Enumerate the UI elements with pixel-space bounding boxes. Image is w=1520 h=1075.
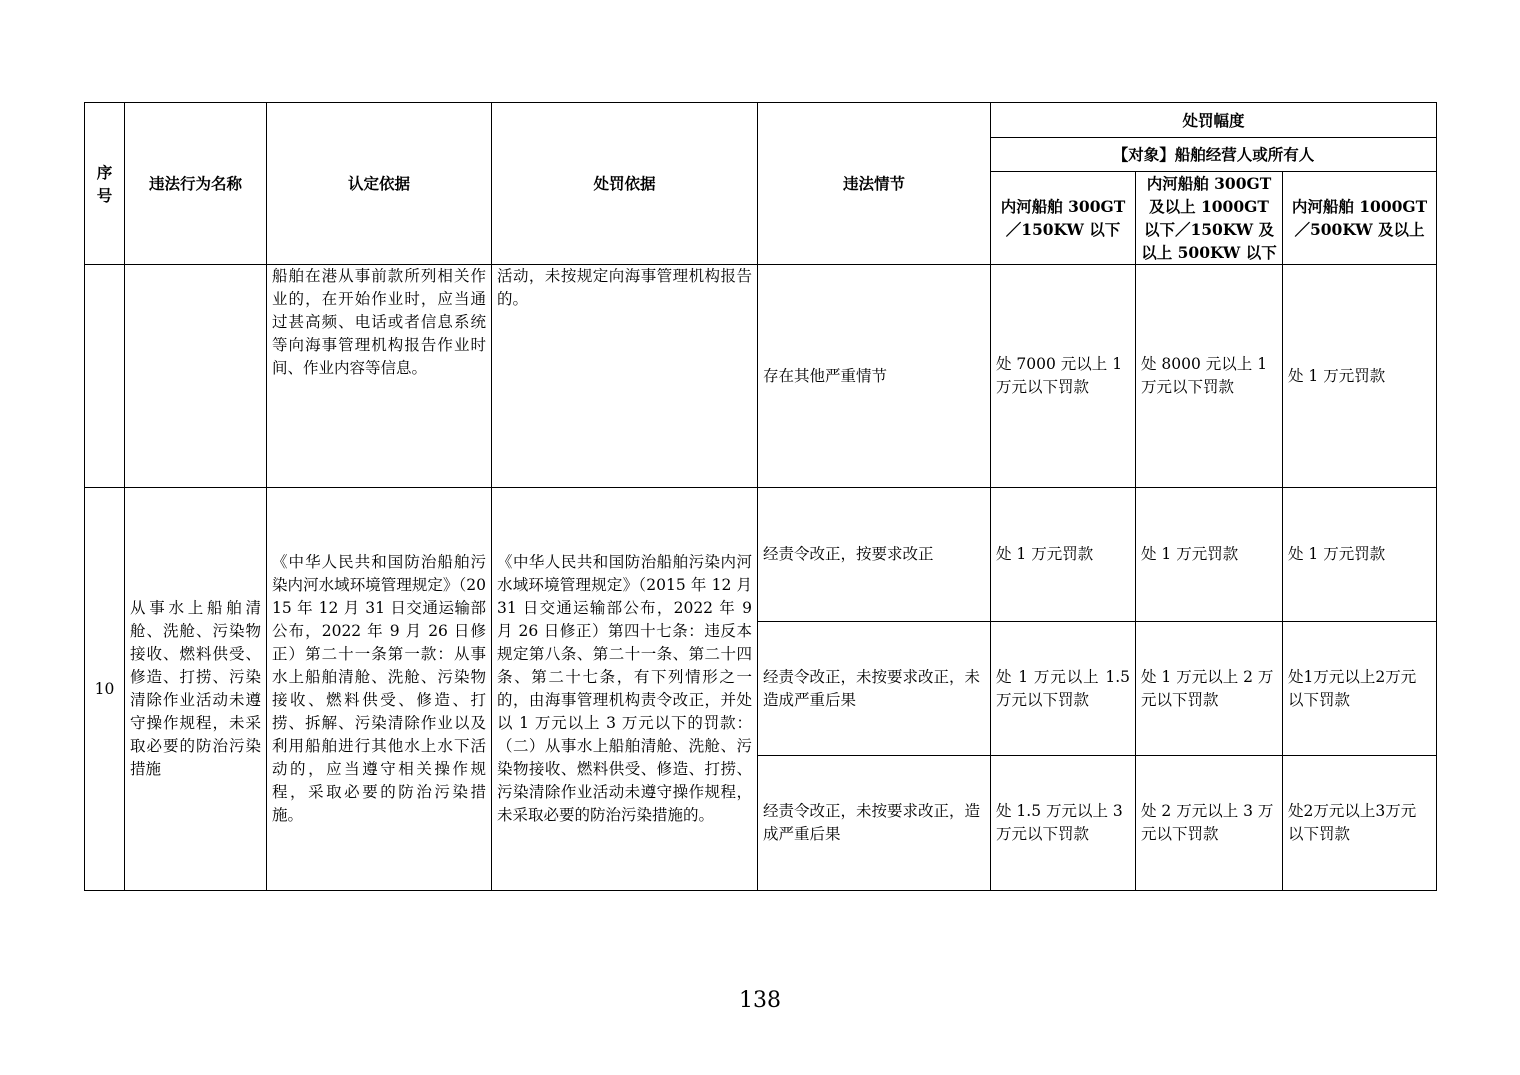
header-category-medium: 内河船舶 300GT 及以上 1000GT 以下／150KW 及以上 500KW 以下 bbox=[1136, 172, 1283, 265]
item10-penalty-medium-1: 处 1 万元罚款 bbox=[1136, 488, 1283, 622]
header-seq: 序号 bbox=[85, 103, 125, 265]
item10-penalty-basis: 《中华人民共和国防治船舶污染内河水域环境管理规定》（2015 年 12 月 31 日交通运输部公布，2022 年 9 月 26 日修正）第四十七条：违反本规定第八条、第二十一条、第二十四条、第二十七条，有下列情形之一的，由海事管理机构责令改正，并处以 1 万元以上 3 万元以下的罚款：（二）从事水上船舶清舱、洗舱、污染物接收、燃料供受、修造、打捞、污染清除作业活动未遵守操作规程，未采取必要的防治污染措施的。 bbox=[492, 488, 758, 891]
item10-penalty-large-2: 处1万元以上2万元以下罚款 bbox=[1283, 622, 1437, 756]
header-subject: 【对象】船舶经营人或所有人 bbox=[991, 138, 1437, 172]
item10-circumstance-1: 经责令改正，按要求改正 bbox=[758, 488, 991, 622]
item10-penalty-small-1: 处 1 万元罚款 bbox=[991, 488, 1136, 622]
item10-circumstance-2: 经责令改正，未按要求改正，未造成严重后果 bbox=[758, 622, 991, 756]
cont-name bbox=[125, 265, 267, 488]
cont-penalty-medium: 处 8000 元以上 1 万元以下罚款 bbox=[1136, 265, 1283, 488]
item10-penalty-medium-3: 处 2 万元以上 3 万元以下罚款 bbox=[1136, 756, 1283, 891]
cont-seq bbox=[85, 265, 125, 488]
item10-penalty-medium-2: 处 1 万元以上 2 万元以下罚款 bbox=[1136, 622, 1283, 756]
cont-penalty-basis: 活动，未按规定向海事管理机构报告的。 bbox=[492, 265, 758, 488]
table-row bbox=[85, 488, 1437, 622]
header-penalty-basis: 处罚依据 bbox=[492, 103, 758, 265]
item10-name: 从事水上船舶清舱、洗舱、污染物接收、燃料供受、修造、打捞、污染清除作业活动未遵守操作规程，未采取必要的防治污染措施 bbox=[125, 488, 267, 891]
item10-penalty-large-1: 处 1 万元罚款 bbox=[1283, 488, 1437, 622]
item10-circumstance-3: 经责令改正，未按要求改正，造成严重后果 bbox=[758, 756, 991, 891]
header-circumstance: 违法情节 bbox=[758, 103, 991, 265]
header-category-small: 内河船舶 300GT／150KW 以下 bbox=[991, 172, 1136, 265]
header-violation-name: 违法行为名称 bbox=[125, 103, 267, 265]
item10-seq: 10 bbox=[85, 488, 125, 891]
item10-penalty-small-3: 处 1.5 万元以上 3 万元以下罚款 bbox=[991, 756, 1136, 891]
header-category-large: 内河船舶 1000GT／500KW 及以上 bbox=[1283, 172, 1437, 265]
penalty-table bbox=[84, 102, 1437, 891]
cont-penalty-large: 处 1 万元罚款 bbox=[1283, 265, 1437, 488]
table-row bbox=[85, 265, 1437, 488]
item10-basis: 《中华人民共和国防治船舶污染内河水域环境管理规定》（2015 年 12 月 31 日交通运输部公布，2022 年 9 月 26 日修正）第二十一条第一款：从事水上船舶清舱、洗舱、污染物接收、燃料供受、修造、打捞、拆解、污染清除作业以及利用船舶进行其他水上水下活动的，应当遵守相关操作规程，采取必要的防治污染措施。 bbox=[267, 488, 492, 891]
page-number: 138 bbox=[739, 988, 781, 1013]
item10-penalty-large-3: 处2万元以上3万元以下罚款 bbox=[1283, 756, 1437, 891]
header-penalty-range: 处罚幅度 bbox=[991, 103, 1437, 138]
cont-basis: 船舶在港从事前款所列相关作业的，在开始作业时，应当通过甚高频、电话或者信息系统等向海事管理机构报告作业时间、作业内容等信息。 bbox=[267, 265, 492, 488]
item10-penalty-small-2: 处 1 万元以上 1.5 万元以下罚款 bbox=[991, 622, 1136, 756]
cont-circumstance: 存在其他严重情节 bbox=[758, 265, 991, 488]
cont-penalty-small: 处 7000 元以上 1 万元以下罚款 bbox=[991, 265, 1136, 488]
header-basis: 认定依据 bbox=[267, 103, 492, 265]
